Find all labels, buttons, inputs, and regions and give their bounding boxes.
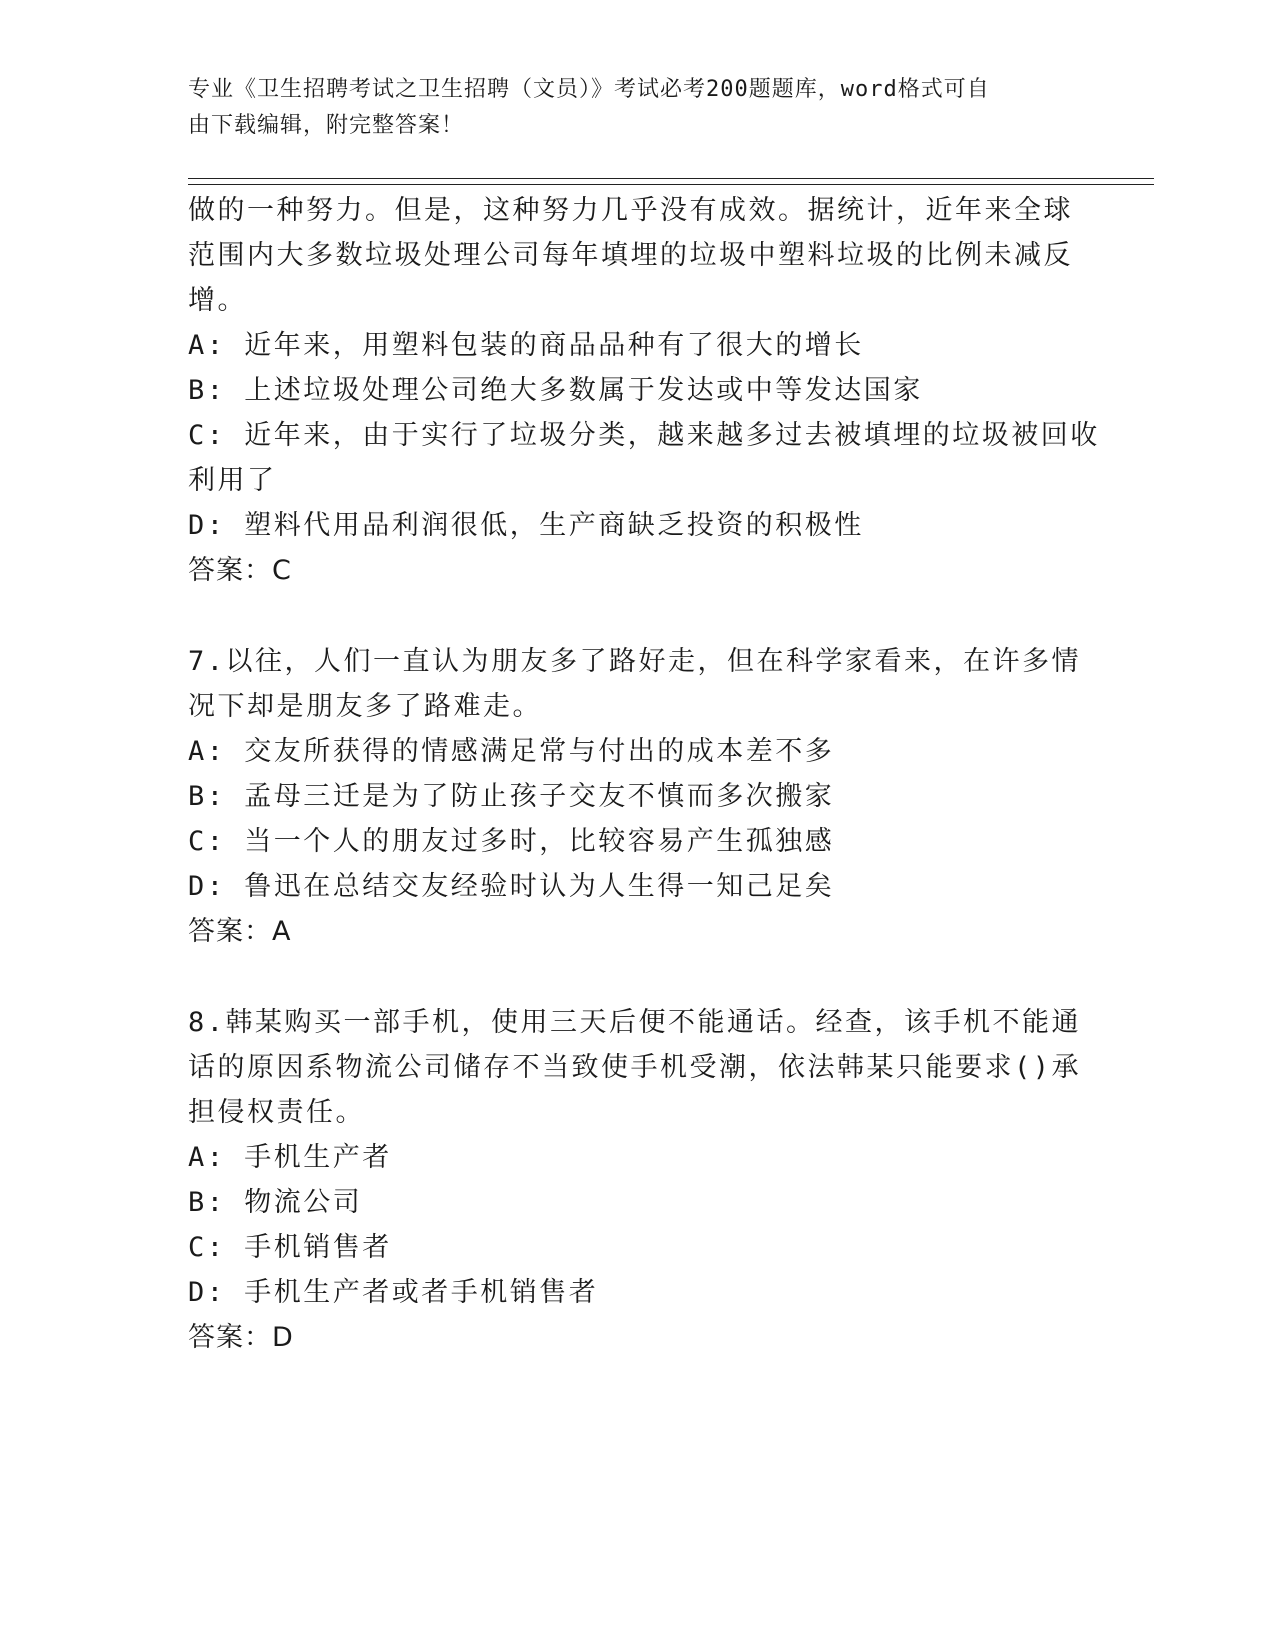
- header-line-2: 由下载编辑，附完整答案！: [188, 113, 465, 138]
- option-c: C: 近年来，由于实行了垃圾分类，越来越多过去被填埋的垃圾被回收: [188, 420, 1100, 451]
- question-stem-line: 况下却是朋友多了路难走。: [188, 691, 542, 722]
- option-d: D: 鲁迅在总结交友经验时认为人生得一知己足矣: [188, 871, 835, 902]
- question-7: [188, 639, 1088, 954]
- option-c: C: 手机销售者: [188, 1232, 392, 1263]
- header-line-1: 专业《卫生招聘考试之卫生招聘（文员）》考试必考200题题库，word格式可自: [188, 77, 990, 102]
- option-b: B: 物流公司: [188, 1187, 363, 1218]
- document-body: [188, 188, 1100, 1360]
- page-header: [188, 72, 1088, 144]
- question-stem-line: 话的原因系物流公司储存不当致使手机受潮，依法韩某只能要求()承: [188, 1052, 1082, 1083]
- question-stem-line: 范围内大多数垃圾处理公司每年填埋的垃圾中塑料垃圾的比例未减反: [188, 240, 1073, 271]
- question-8: [188, 1000, 1088, 1360]
- header-divider-bottom: [188, 184, 1154, 185]
- option-c-continued: 利用了: [188, 465, 277, 496]
- option-a: A: 手机生产者: [188, 1142, 392, 1173]
- answer-label: 答案：A: [188, 916, 292, 947]
- question-stem-line: 增。: [188, 285, 247, 316]
- question-stem-line: 担侵权责任。: [188, 1097, 365, 1128]
- answer-label: 答案：D: [188, 1322, 294, 1353]
- question-stem-line: 做的一种努力。但是，这种努力几乎没有成效。据统计，近年来全球: [188, 195, 1073, 226]
- header-divider-top: [188, 178, 1154, 179]
- option-b: B: 上述垃圾处理公司绝大多数属于发达或中等发达国家: [188, 375, 923, 406]
- option-c: C: 当一个人的朋友过多时，比较容易产生孤独感: [188, 826, 835, 857]
- question-stem-line: 8.韩某购买一部手机，使用三天后便不能通话。经查，该手机不能通: [188, 1007, 1082, 1038]
- question-6-continued: [188, 188, 1100, 593]
- option-d: D: 塑料代用品利润很低，生产商缺乏投资的积极性: [188, 510, 864, 541]
- question-stem-line: 7.以往，人们一直认为朋友多了路好走，但在科学家看来，在许多情: [188, 646, 1082, 677]
- option-a: A: 交友所获得的情感满足常与付出的成本差不多: [188, 736, 835, 767]
- option-a: A: 近年来，用塑料包装的商品品种有了很大的增长: [188, 330, 864, 361]
- answer-label: 答案：C: [188, 555, 292, 586]
- option-d: D: 手机生产者或者手机销售者: [188, 1277, 599, 1308]
- option-b: B: 孟母三迁是为了防止孩子交友不慎而多次搬家: [188, 781, 835, 812]
